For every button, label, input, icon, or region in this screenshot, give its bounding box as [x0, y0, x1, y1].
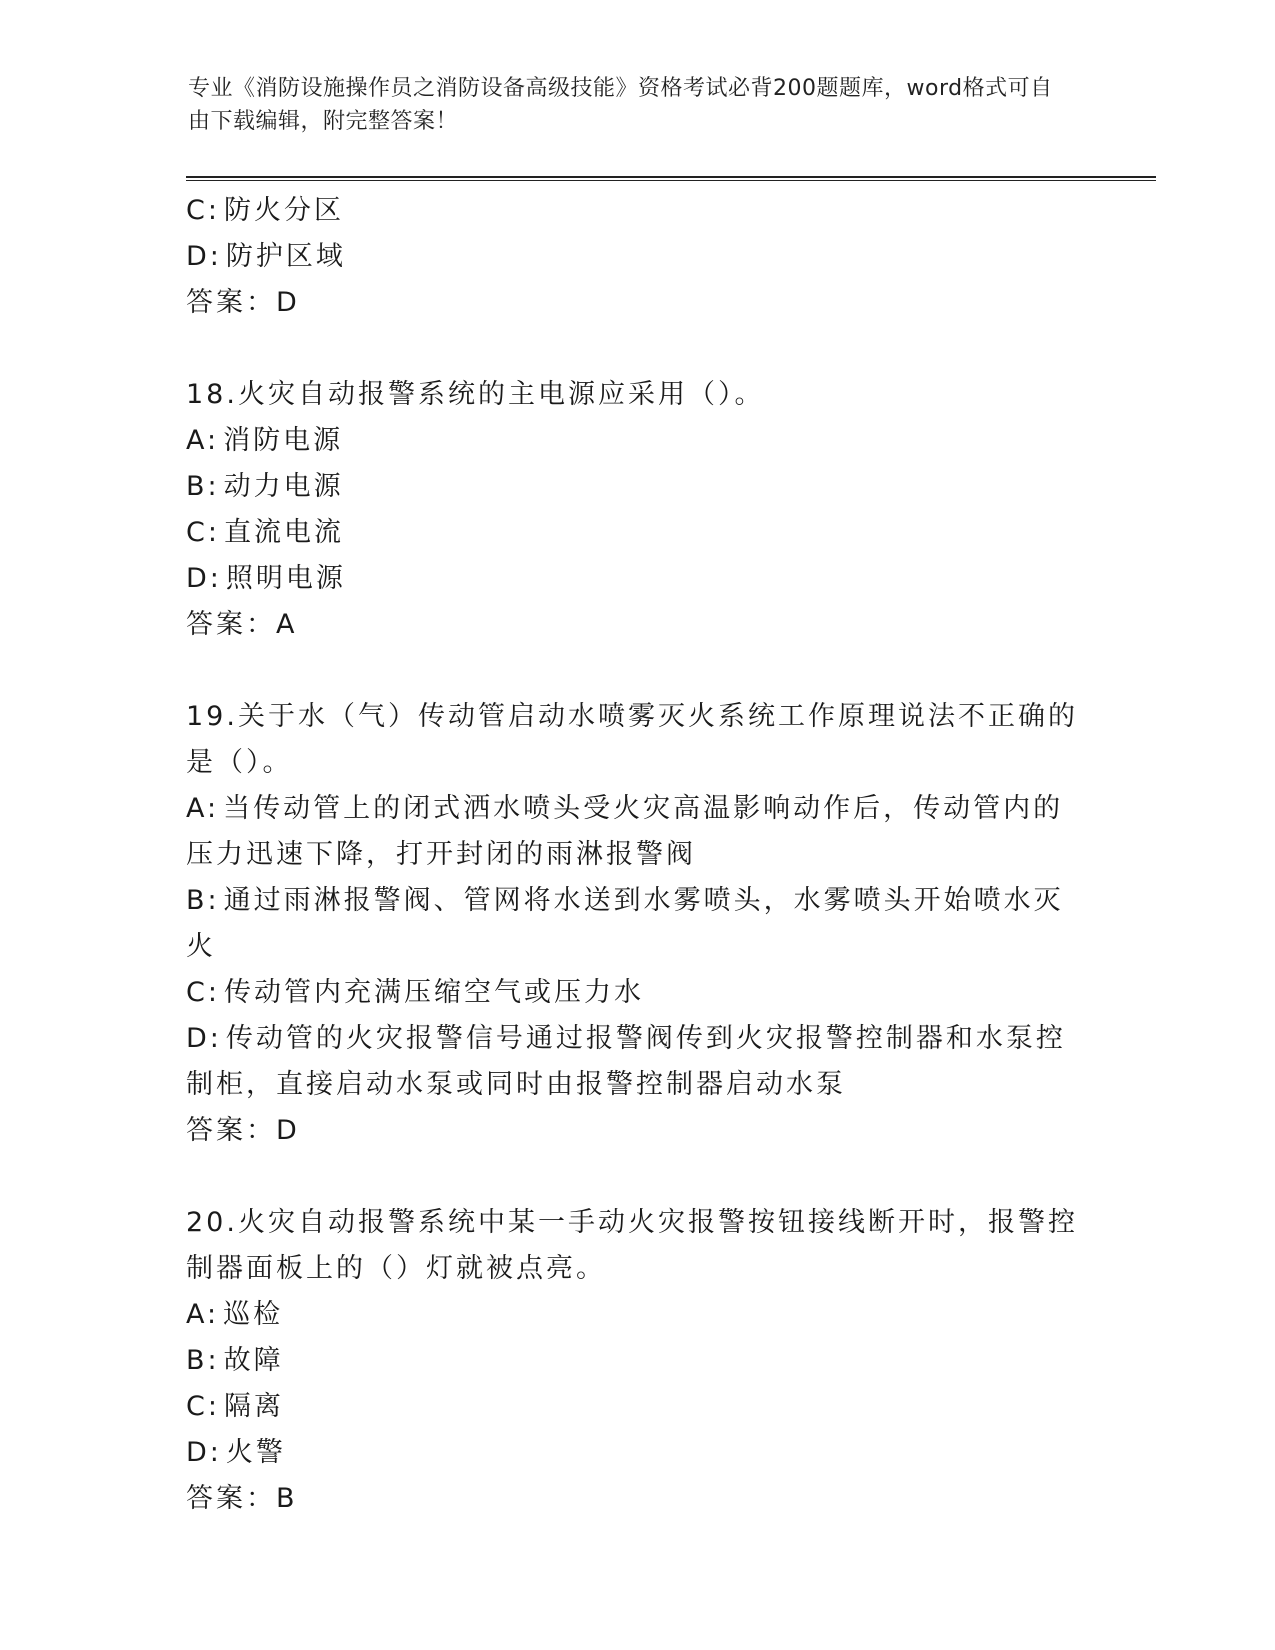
option-text: 防护区域 — [225, 241, 346, 272]
option-label: C: — [186, 977, 220, 1008]
prev-question-block — [186, 188, 1086, 326]
option-label: D: — [186, 241, 222, 272]
option-text: 通过雨淋报警阀、管网将水送到水雾喷头，水雾喷头开始喷水灭火 — [186, 885, 1064, 962]
question-20 — [186, 1200, 1086, 1522]
header-divider — [186, 176, 1156, 181]
option-line — [186, 1384, 1086, 1430]
question-stem: 19.关于水（气）传动管启动水喷雾灭火系统工作原理说法不正确的是（）。 — [186, 701, 1078, 778]
option-text: 火警 — [225, 1437, 286, 1468]
option-line — [186, 1430, 1086, 1476]
option-label: C: — [186, 517, 220, 548]
option-line — [186, 464, 1086, 510]
option-text: 消防电源 — [223, 425, 344, 456]
option-label: A: — [186, 1299, 220, 1330]
question-stem: 20.火灾自动报警系统中某一手动火灾报警按钮接线断开时，报警控制器面板上的（）灯就被点亮。 — [186, 1207, 1078, 1284]
option-line — [186, 556, 1086, 602]
option-text: 动力电源 — [223, 471, 344, 502]
answer-line: 答案：D — [186, 287, 300, 318]
answer-line: 答案：D — [186, 1115, 300, 1146]
answer-line: 答案：A — [186, 609, 298, 640]
option-text: 巡检 — [223, 1299, 284, 1330]
option-line — [186, 1016, 1086, 1108]
option-line — [186, 510, 1086, 556]
option-label: C: — [186, 1391, 220, 1422]
option-line — [186, 234, 1086, 280]
option-label: B: — [186, 1345, 220, 1376]
option-text: 传动管的火灾报警信号通过报警阀传到火灾报警控制器和水泵控制柜，直接启动水泵或同时由报警控制器启动水泵 — [186, 1023, 1066, 1100]
option-text: 防火分区 — [223, 195, 344, 226]
document-header-title: 专业《消防设施操作员之消防设备高级技能》资格考试必背200题题库，word格式可自由下载编辑，附完整答案！ — [188, 76, 1053, 134]
option-text: 照明电源 — [225, 563, 346, 594]
option-text: 故障 — [223, 1345, 284, 1376]
option-text: 隔离 — [223, 1391, 284, 1422]
option-text: 直流电流 — [223, 517, 344, 548]
option-label: C: — [186, 195, 220, 226]
option-text: 当传动管上的闭式洒水喷头受火灾高温影响动作后，传动管内的压力迅速下降，打开封闭的雨淋报警阀 — [186, 793, 1064, 870]
option-label: D: — [186, 1023, 222, 1054]
document-body — [186, 188, 1086, 1522]
answer-line: 答案：B — [186, 1483, 298, 1514]
option-text: 传动管内充满压缩空气或压力水 — [223, 977, 644, 1008]
option-label: B: — [186, 885, 220, 916]
question-19 — [186, 694, 1086, 1154]
option-label: D: — [186, 563, 222, 594]
option-line — [186, 1338, 1086, 1384]
option-line — [186, 970, 1086, 1016]
option-line — [186, 188, 1086, 234]
option-label: D: — [186, 1437, 222, 1468]
option-label: B: — [186, 471, 220, 502]
option-line — [186, 1292, 1086, 1338]
question-stem: 18.火灾自动报警系统的主电源应采用（）。 — [186, 379, 765, 410]
option-line — [186, 878, 1086, 970]
option-label: A: — [186, 793, 220, 824]
question-18 — [186, 372, 1086, 648]
option-label: A: — [186, 425, 220, 456]
option-line — [186, 418, 1086, 464]
option-line — [186, 786, 1086, 878]
